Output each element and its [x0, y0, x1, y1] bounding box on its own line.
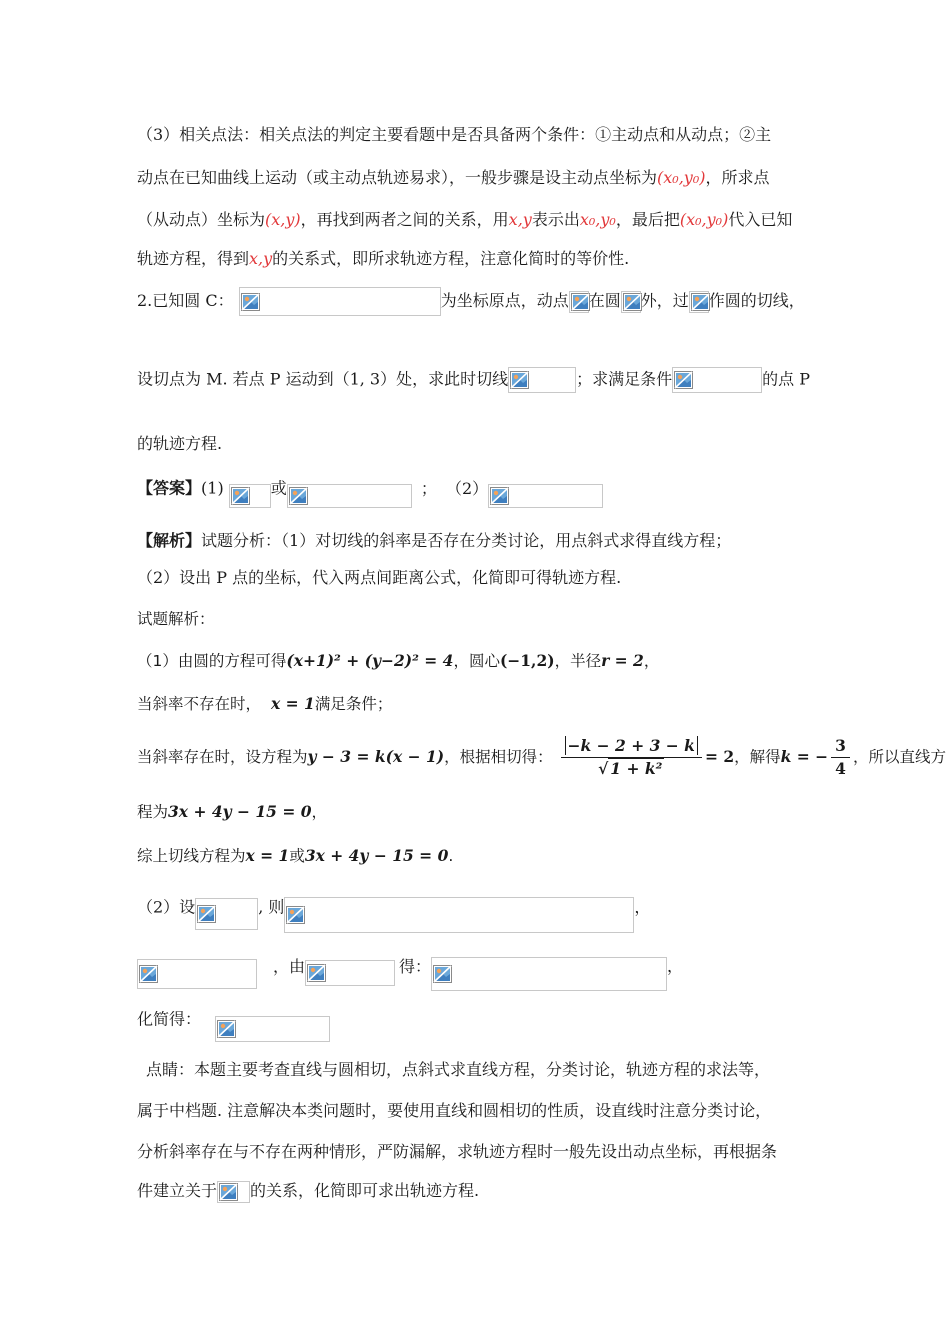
symbol-xy: x,y — [508, 210, 532, 229]
distance-fraction: $\frac{-k - 2 + 3 - k}{\text{√ 1 + k²}}$ — [561, 736, 702, 779]
broken-image-point-p-3 — [217, 1181, 250, 1203]
symbol-xy-2: x,y — [249, 249, 273, 268]
symbol-x0y0: x₀,y₀ — [579, 210, 616, 229]
comment-line-1: 点睛：本题主要考查直线与圆相切，点斜式求直线方程，分类讨论，轨迹方程的求法等， — [146, 1060, 771, 1079]
broken-image-set-p — [195, 898, 258, 930]
vertical-line-eq: x = 1 — [271, 694, 315, 713]
solution-simplify-line: 化简得： — [137, 998, 330, 1042]
final-eq-1: x = 1 — [245, 846, 290, 865]
analysis-line-2: （2）设出 P 点的坐标，代入两点间距离公式，化简即可得轨迹方程. — [137, 568, 622, 587]
broken-image-icon — [286, 906, 305, 924]
broken-image-answer-1b — [287, 484, 412, 508]
broken-image-icon — [510, 371, 529, 389]
solution-part-2-line-1: （2）设 , 则 ， — [137, 883, 650, 933]
broken-image-icon — [623, 293, 642, 311]
circle-center: (−1,2) — [499, 651, 555, 670]
problem-line-1: 2.已知圆 C： 为坐标原点，动点 在圆 外，过 作圆的切线， — [137, 287, 805, 316]
comment-line-4: 件建立关于 的关系，化简即可求出轨迹方程. — [137, 1180, 479, 1203]
symbol-x0y0-paren-2: (x₀,y₀) — [679, 210, 729, 229]
broken-image-icon — [691, 293, 710, 311]
solution-part-2-line-2: ，由 得： ， — [137, 943, 683, 991]
broken-image-icon — [219, 1183, 238, 1201]
broken-image-icon — [289, 487, 308, 505]
method-line-3: （从动点）坐标为(x,y)，再找到两者之间的关系，用x,y表示出x₀,y₀，最后把(x₀,y₀)代入已知 — [137, 210, 793, 229]
broken-image-point-p-2 — [689, 291, 709, 313]
tangent-line-eq: y − 3 = k(x − 1) — [307, 747, 445, 766]
symbol-x0y0-paren: (x₀,y₀) — [657, 168, 706, 187]
answer-label: 【答案】 — [137, 478, 202, 498]
broken-image-equation — [431, 957, 667, 991]
broken-image-answer-2 — [488, 484, 603, 508]
solution-step-1: （1）由圆的方程可得(x+1)² + (y−2)² = 4，圆心(−1,2)，半径r = 2， — [137, 651, 660, 670]
answer-line: 【答案】(1) 或 ； （2） — [137, 470, 603, 508]
broken-image-pm-expr — [137, 959, 257, 989]
broken-image-icon — [674, 371, 693, 389]
symbol-xy-paren: (x,y) — [265, 210, 301, 229]
broken-image-icon — [307, 964, 326, 982]
broken-image-icon — [197, 905, 216, 923]
solution-step-4: 程为3x + 4y − 15 = 0， — [137, 802, 328, 821]
solution-step-2: 当斜率不存在时， x = 1满足条件； — [137, 694, 393, 713]
broken-image-condition-2 — [305, 960, 395, 986]
broken-image-icon — [433, 965, 452, 983]
broken-image-icon — [139, 965, 158, 983]
method-line-4: 轨迹方程，得到x,y的关系式，即所求轨迹方程，注意化简时的等价性. — [137, 249, 630, 268]
broken-image-icon — [490, 487, 509, 505]
broken-image-icon — [241, 293, 260, 311]
distance-denominator: 1 + k² — [610, 759, 663, 778]
comment-line-3: 分析斜率存在与不存在两种情形，严防漏解，求轨迹方程时一般先设出动点坐标，再根据条 — [137, 1142, 778, 1161]
broken-image-icon — [571, 293, 590, 311]
broken-image-icon — [217, 1020, 236, 1038]
solution-step-3: 当斜率存在时，设方程为y − 3 = k(x − 1)，根据相切得： $\frac{-k - 2 + 3 - k}{\text{√ 1 + k²}}$ = 2，解得k = − $\frac{3}{4}$ ，所以直线方 — [137, 736, 946, 778]
broken-image-circle-eq — [239, 287, 441, 316]
problem-line-3: 的轨迹方程. — [137, 434, 223, 453]
tangent-line-result: 3x + 4y − 15 = 0 — [168, 802, 312, 821]
broken-image-tangent — [508, 367, 576, 393]
broken-image-icon — [231, 487, 250, 505]
broken-image-condition — [672, 367, 762, 393]
circle-equation: (x+1)² + (y−2)² = 4 — [286, 651, 454, 670]
broken-image-circle-c — [621, 291, 641, 313]
broken-image-trajectory — [215, 1016, 330, 1042]
broken-image-answer-1a — [229, 484, 271, 508]
analysis-line-1: 【解析】试题分析：（1）对切线的斜率是否存在分类讨论，用点斜式求得直线方程； — [137, 531, 732, 550]
slope-value: k = − — [780, 747, 829, 766]
solution-heading: 试题解析： — [137, 610, 215, 628]
distance-numerator: −k − 2 + 3 − k — [565, 736, 698, 755]
problem-line-2: 设切点为 M. 若点 P 运动到（1, 3）处，求此时切线 ；求满足条件 的点 P — [137, 367, 810, 393]
solution-step-5: 综上切线方程为x = 1或3x + 4y − 15 = 0. — [137, 846, 454, 865]
slope-fraction: $\frac{3}{4}$ — [831, 736, 850, 779]
method-line-2: 动点在已知曲线上运动（或主动点轨迹易求），一般步骤是设主动点坐标为(x₀,y₀)，所求点 — [137, 168, 770, 187]
comment-line-2: 属于中档题. 注意解决本类问题时，要使用直线和圆相切的性质，设直线时注意分类讨论， — [137, 1101, 772, 1120]
broken-image-distance-expr — [284, 897, 634, 933]
final-eq-2: 3x + 4y − 15 = 0 — [304, 846, 449, 865]
circle-radius: r = 2 — [601, 651, 644, 670]
method-line-1: （3）相关点法：相关点法的判定主要看题中是否具备两个条件：①主动点和从动点；②主 — [137, 125, 772, 144]
broken-image-point-p — [569, 291, 589, 313]
analysis-label: 【解析】 — [137, 531, 202, 550]
